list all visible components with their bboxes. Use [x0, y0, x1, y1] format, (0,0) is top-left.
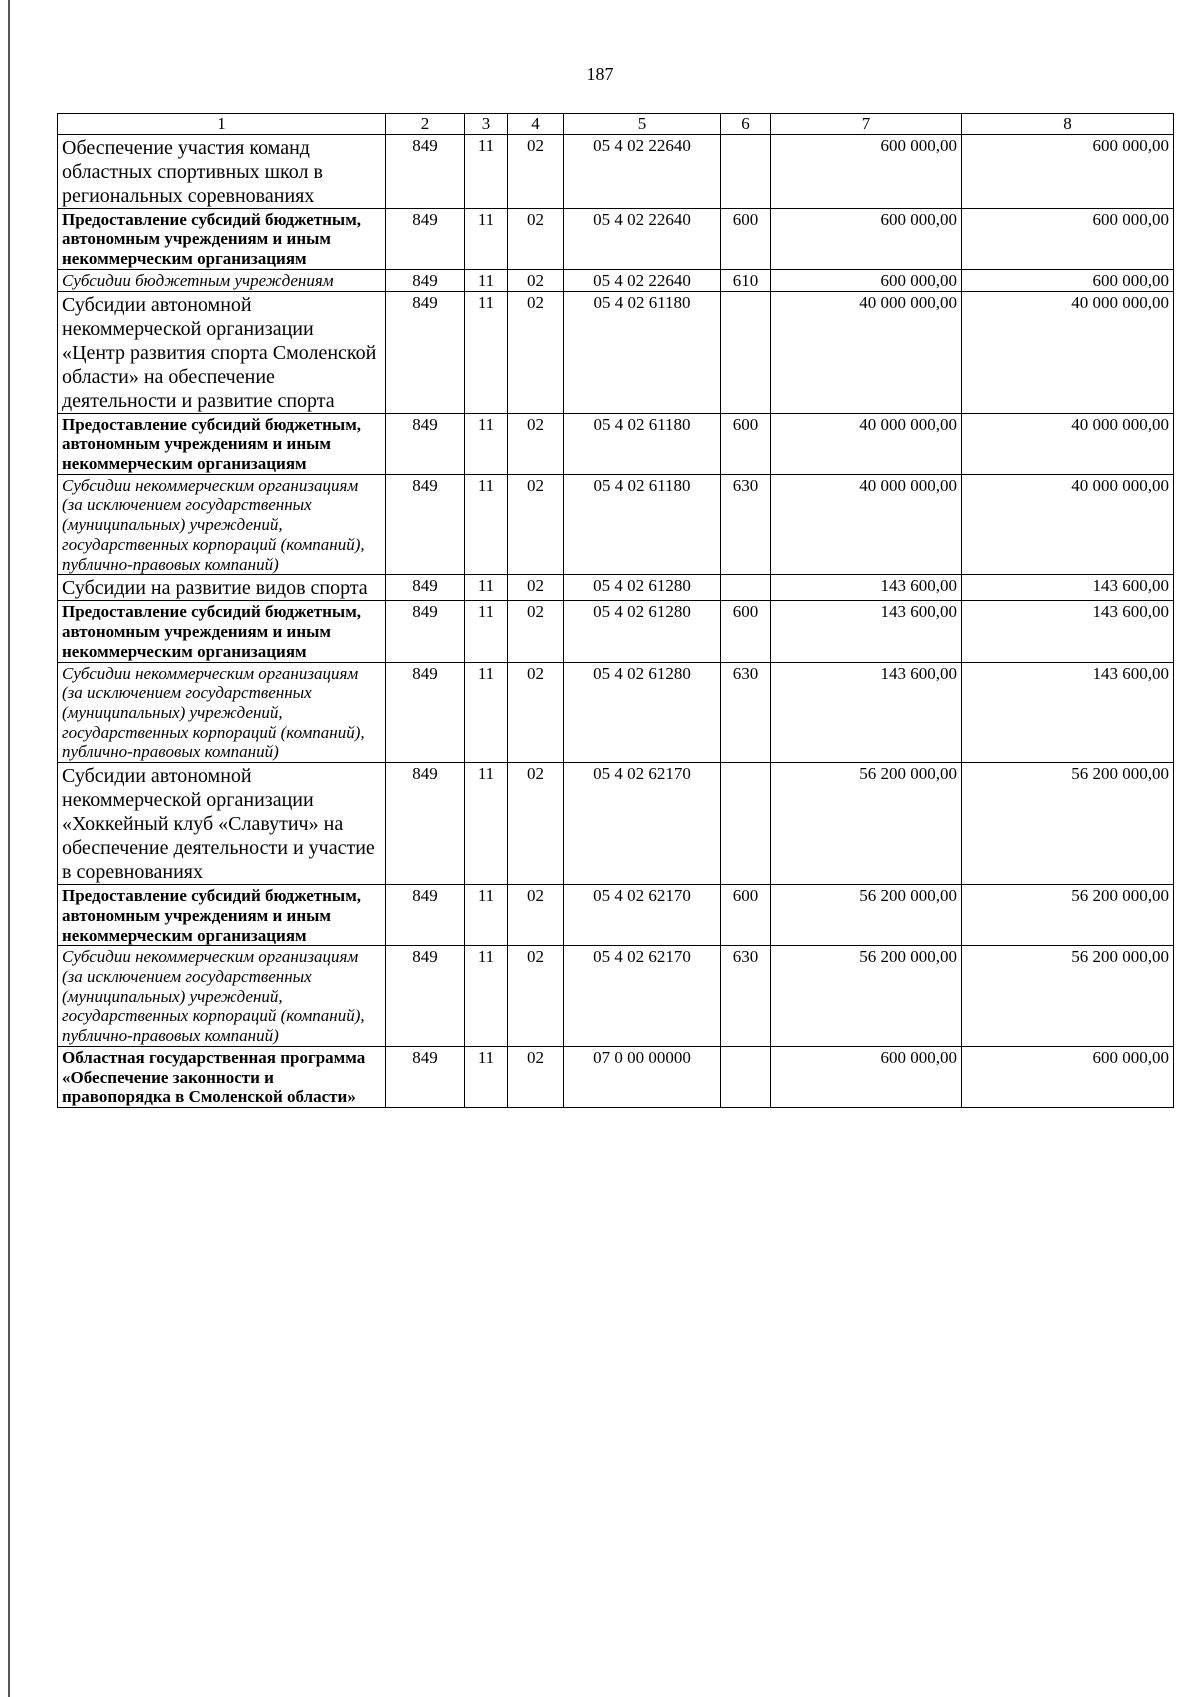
table-row: [58, 946, 1174, 1047]
header-col-8: 8: [962, 114, 1174, 135]
table-header-row: [58, 114, 1174, 135]
table-row: [58, 208, 1174, 269]
row-subsection-cell: 02: [508, 885, 564, 946]
row-ministry-cell: 849: [386, 662, 465, 763]
row-expense-type-cell: 600: [721, 208, 771, 269]
row-amount-year1-cell: 600 000,00: [771, 1046, 962, 1107]
row-section-cell: 11: [465, 885, 508, 946]
row-expense-type-cell: 630: [721, 946, 771, 1047]
row-subsection-cell: 02: [508, 1046, 564, 1107]
row-subsection-cell: 02: [508, 291, 564, 413]
row-subsection-cell: 02: [508, 763, 564, 885]
row-amount-year2-cell: 143 600,00: [962, 662, 1174, 763]
row-ministry-cell: 849: [386, 134, 465, 208]
row-expense-type-cell: [721, 763, 771, 885]
table-row: [58, 474, 1174, 575]
row-name-cell: Предоставление субсидий бюджетным, автономным учреждениям и иным некоммерческим организациям: [58, 413, 386, 474]
row-name-cell: Предоставление субсидий бюджетным, автономным учреждениям и иным некоммерческим организациям: [58, 885, 386, 946]
budget-table: [57, 113, 1174, 1108]
row-expense-type-cell: 630: [721, 662, 771, 763]
row-amount-year2-cell: 143 600,00: [962, 601, 1174, 662]
row-name-cell: Областная государственная программа «Обеспечение законности и правопорядка в Смоленской области»: [58, 1046, 386, 1107]
table-row: [58, 291, 1174, 413]
row-target-article-cell: 05 4 02 61180: [564, 291, 721, 413]
row-section-cell: 11: [465, 134, 508, 208]
row-ministry-cell: 849: [386, 474, 465, 575]
row-amount-year1-cell: 600 000,00: [771, 134, 962, 208]
header-col-3: 3: [465, 114, 508, 135]
row-amount-year2-cell: 143 600,00: [962, 575, 1174, 601]
row-target-article-cell: 05 4 02 62170: [564, 763, 721, 885]
row-amount-year2-cell: 600 000,00: [962, 134, 1174, 208]
row-amount-year1-cell: 600 000,00: [771, 208, 962, 269]
header-col-7: 7: [771, 114, 962, 135]
row-section-cell: 11: [465, 575, 508, 601]
row-name-cell: Предоставление субсидий бюджетным, автономным учреждениям и иным некоммерческим организациям: [58, 208, 386, 269]
row-subsection-cell: 02: [508, 601, 564, 662]
row-amount-year1-cell: 143 600,00: [771, 662, 962, 763]
row-amount-year1-cell: 143 600,00: [771, 575, 962, 601]
row-expense-type-cell: [721, 575, 771, 601]
row-target-article-cell: 05 4 02 61280: [564, 575, 721, 601]
row-amount-year1-cell: 143 600,00: [771, 601, 962, 662]
row-ministry-cell: 849: [386, 1046, 465, 1107]
header-col-1: 1: [58, 114, 386, 135]
row-target-article-cell: 07 0 00 00000: [564, 1046, 721, 1107]
table-row: [58, 1046, 1174, 1107]
row-target-article-cell: 05 4 02 62170: [564, 946, 721, 1047]
row-subsection-cell: 02: [508, 946, 564, 1047]
row-section-cell: 11: [465, 1046, 508, 1107]
row-amount-year1-cell: 56 200 000,00: [771, 946, 962, 1047]
row-ministry-cell: 849: [386, 413, 465, 474]
row-expense-type-cell: 600: [721, 601, 771, 662]
table-row: [58, 662, 1174, 763]
table-body: [58, 134, 1174, 1107]
row-section-cell: 11: [465, 474, 508, 575]
row-ministry-cell: 849: [386, 269, 465, 291]
table-row: [58, 885, 1174, 946]
row-amount-year1-cell: 56 200 000,00: [771, 763, 962, 885]
row-section-cell: 11: [465, 208, 508, 269]
row-section-cell: 11: [465, 601, 508, 662]
row-ministry-cell: 849: [386, 885, 465, 946]
row-amount-year2-cell: 56 200 000,00: [962, 885, 1174, 946]
row-name-cell: Субсидии автономной некоммерческой организации «Хоккейный клуб «Славутич» на обеспечение деятельности и участие в соревнованиях: [58, 763, 386, 885]
row-target-article-cell: 05 4 02 22640: [564, 208, 721, 269]
row-name-cell: Субсидии бюджетным учреждениям: [58, 269, 386, 291]
row-name-cell: Обеспечение участия команд областных спортивных школ в региональных соревнованиях: [58, 134, 386, 208]
header-col-6: 6: [721, 114, 771, 135]
table-row: [58, 269, 1174, 291]
row-expense-type-cell: 600: [721, 885, 771, 946]
row-target-article-cell: 05 4 02 61280: [564, 601, 721, 662]
page-number: 187: [586, 64, 614, 84]
row-amount-year2-cell: 40 000 000,00: [962, 291, 1174, 413]
row-section-cell: 11: [465, 662, 508, 763]
row-expense-type-cell: 600: [721, 413, 771, 474]
row-amount-year2-cell: 40 000 000,00: [962, 474, 1174, 575]
row-expense-type-cell: 630: [721, 474, 771, 575]
header-col-4: 4: [508, 114, 564, 135]
row-ministry-cell: 849: [386, 291, 465, 413]
row-section-cell: 11: [465, 763, 508, 885]
row-name-cell: Субсидии некоммерческим организациям (за исключением государственных (муниципальных) учреждений, государственных корпораций (компаний), публично-правовых компаний): [58, 662, 386, 763]
row-subsection-cell: 02: [508, 134, 564, 208]
table-row: [58, 413, 1174, 474]
header-col-5: 5: [564, 114, 721, 135]
row-amount-year2-cell: 56 200 000,00: [962, 946, 1174, 1047]
row-amount-year2-cell: 56 200 000,00: [962, 763, 1174, 885]
row-subsection-cell: 02: [508, 269, 564, 291]
row-section-cell: 11: [465, 291, 508, 413]
row-expense-type-cell: 610: [721, 269, 771, 291]
table-row: [58, 134, 1174, 208]
row-subsection-cell: 02: [508, 662, 564, 763]
scan-margin-line: [8, 0, 10, 1697]
row-amount-year1-cell: 40 000 000,00: [771, 413, 962, 474]
row-ministry-cell: 849: [386, 763, 465, 885]
row-subsection-cell: 02: [508, 575, 564, 601]
row-expense-type-cell: [721, 291, 771, 413]
row-subsection-cell: 02: [508, 474, 564, 575]
row-target-article-cell: 05 4 02 61180: [564, 413, 721, 474]
table-row: [58, 575, 1174, 601]
row-ministry-cell: 849: [386, 208, 465, 269]
row-name-cell: Субсидии автономной некоммерческой организации «Центр развития спорта Смоленской области» на обеспечение деятельности и развитие спорта: [58, 291, 386, 413]
row-section-cell: 11: [465, 269, 508, 291]
row-amount-year2-cell: 600 000,00: [962, 269, 1174, 291]
row-target-article-cell: 05 4 02 22640: [564, 134, 721, 208]
row-name-cell: Субсидии некоммерческим организациям (за исключением государственных (муниципальных) учреждений, государственных корпораций (компаний), публично-правовых компаний): [58, 946, 386, 1047]
row-amount-year1-cell: 600 000,00: [771, 269, 962, 291]
row-name-cell: Предоставление субсидий бюджетным, автономным учреждениям и иным некоммерческим организациям: [58, 601, 386, 662]
row-ministry-cell: 849: [386, 575, 465, 601]
row-section-cell: 11: [465, 946, 508, 1047]
row-amount-year2-cell: 600 000,00: [962, 1046, 1174, 1107]
table-row: [58, 763, 1174, 885]
row-amount-year1-cell: 56 200 000,00: [771, 885, 962, 946]
row-amount-year1-cell: 40 000 000,00: [771, 474, 962, 575]
row-section-cell: 11: [465, 413, 508, 474]
row-expense-type-cell: [721, 1046, 771, 1107]
row-expense-type-cell: [721, 134, 771, 208]
row-subsection-cell: 02: [508, 413, 564, 474]
row-subsection-cell: 02: [508, 208, 564, 269]
row-name-cell: Субсидии на развитие видов спорта: [58, 575, 386, 601]
row-target-article-cell: 05 4 02 62170: [564, 885, 721, 946]
header-col-2: 2: [386, 114, 465, 135]
row-ministry-cell: 849: [386, 601, 465, 662]
row-target-article-cell: 05 4 02 61180: [564, 474, 721, 575]
row-target-article-cell: 05 4 02 22640: [564, 269, 721, 291]
row-target-article-cell: 05 4 02 61280: [564, 662, 721, 763]
row-amount-year1-cell: 40 000 000,00: [771, 291, 962, 413]
row-amount-year2-cell: 40 000 000,00: [962, 413, 1174, 474]
row-name-cell: Субсидии некоммерческим организациям (за исключением государственных (муниципальных) учреждений, государственных корпораций (компаний), публично-правовых компаний): [58, 474, 386, 575]
table-row: [58, 601, 1174, 662]
row-amount-year2-cell: 600 000,00: [962, 208, 1174, 269]
row-ministry-cell: 849: [386, 946, 465, 1047]
